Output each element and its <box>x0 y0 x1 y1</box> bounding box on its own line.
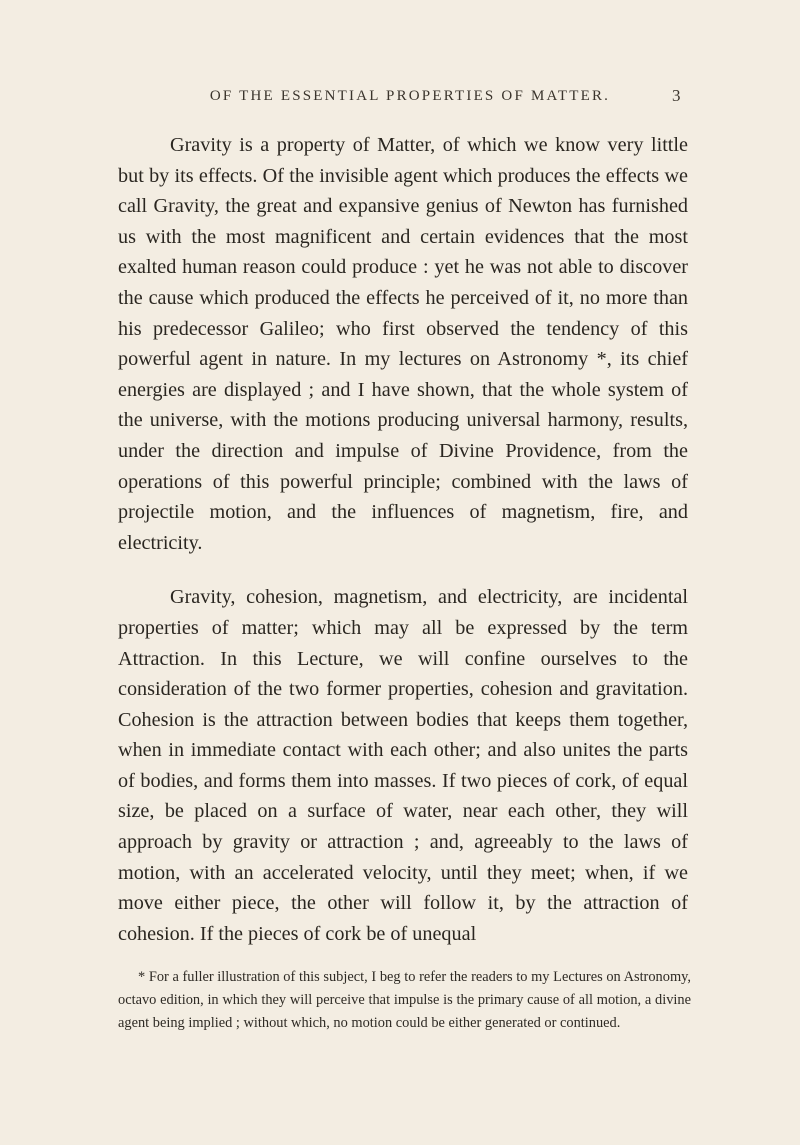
footnote-text: * For a fuller illustration of this subject, I beg to refer the readers to my Lectures on Astronomy, octavo edition, in which they will perceive that impulse is the primary cause of all motion, a divine agent being implied ; without which, no motion could be either generated or continued. <box>118 969 691 1031</box>
running-head: OF THE ESSENTIAL PROPERTIES OF MATTER. <box>209 88 611 104</box>
paragraph-cohesion: Gravity, cohesion, magnetism, and electricity, are incidental properties of matter; which may all be expressed by the term Attraction. In this Lecture, we will confine ourselves to the consideration of the two former properties, cohesion and gravitation. Cohesion is the attraction between bodies that keeps them together, when in immediate contact with each other; and also unites the parts of bodies, and forms them into masses. If two pieces of cork, of equal size, be placed on a surface of water, near each other, they will approach by gravity or attraction ; and, agreeably to the laws of motion, with an accelerated velocity, until they meet; when, if we move either piece, the other will follow it, by the attraction of cohesion. If the pieces of cork be of unequal <box>118 586 688 945</box>
page-number: 3 <box>672 86 681 105</box>
footnote <box>118 966 691 1034</box>
paragraph-gravity: Gravity is a property of Matter, of which we know very little but by its effects. Of the invisible agent which produces the effects we call Gravity, the great and expansive genius of Newton has furnished us with the most magnificent and certain evidences that the most exalted human reason could produce : yet he was not able to discover the cause which produced the effects he perceived of it, no more than his predecessor Galileo; who first observed the tendency of this powerful agent in nature. In my lectures on Astronomy *, its chief energies are displayed ; and I have shown, that the whole system of the universe, with the motions producing universal harmony, results, under the direction and impulse of Divine Providence, from the operations of this powerful principle; combined with the laws of projectile motion, and the influences of magnetism, fire, and electricity. <box>118 134 688 554</box>
body-text <box>118 130 688 949</box>
